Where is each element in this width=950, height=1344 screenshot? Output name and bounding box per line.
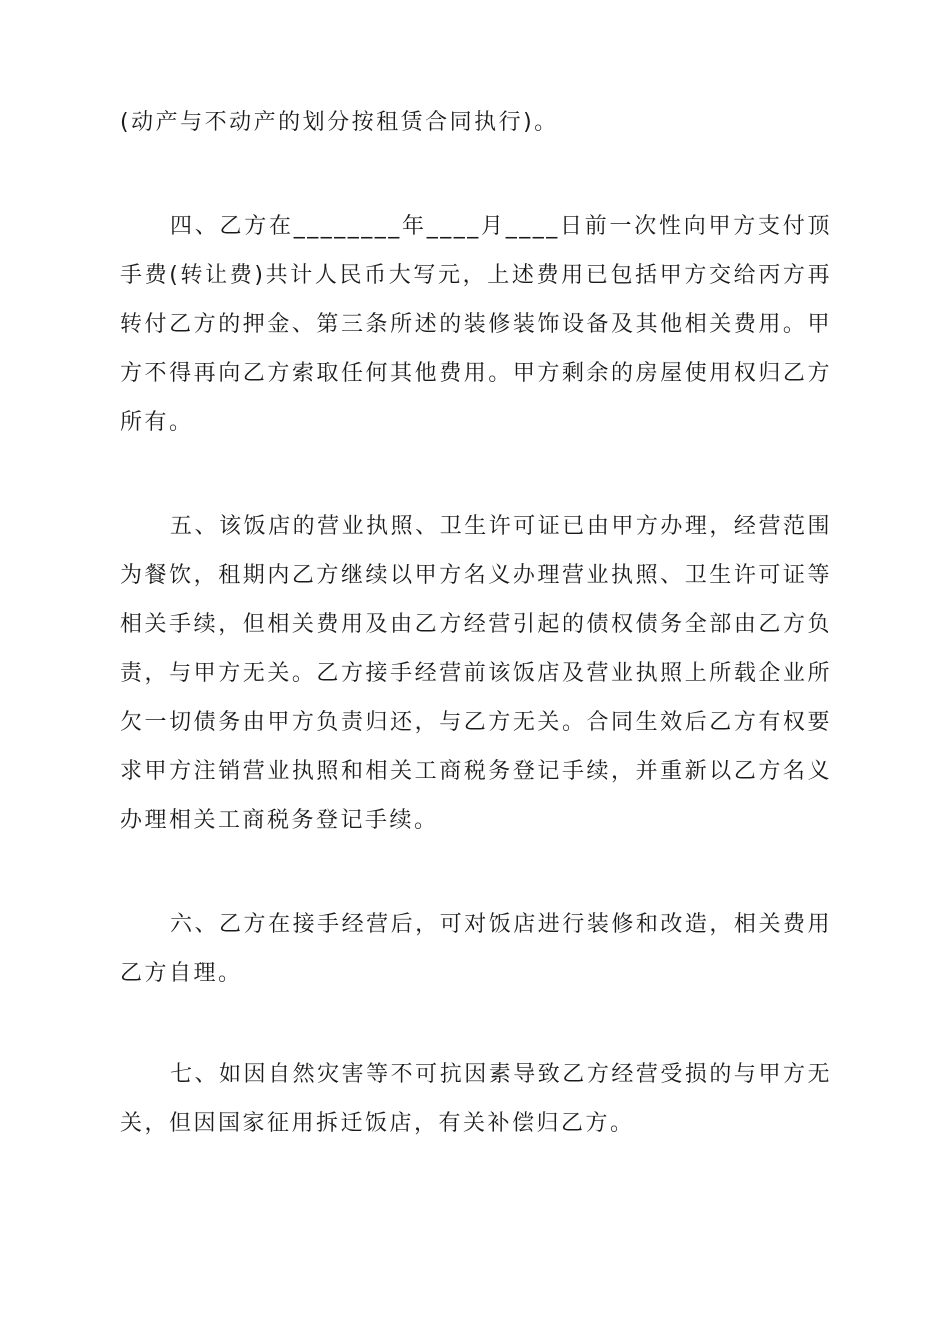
paragraph-continuation: (动产与不动产的划分按租赁合同执行)。 xyxy=(120,110,559,135)
paragraph-clause-7: 七、如因自然灾害等不可抗因素导致乙方经营受损的与甲方无关，但因国家征用拆迁饭店，有关补偿归乙方。 xyxy=(120,1062,832,1136)
paragraph-clause-4: 四、乙方在________年____月____日前一次性向甲方支付顶手费(转让费)共计人民币大写元，上述费用已包括甲方交给丙方再转付乙方的押金、第三条所述的装修装饰设备及其他相关费用。甲方不得再向乙方索取任何其他费用。甲方剩余的房屋使用权归乙方所有。 xyxy=(120,214,832,435)
paragraph-clause-6: 六、乙方在接手经营后，可对饭店进行装修和改造，相关费用乙方自理。 xyxy=(120,912,832,986)
paragraph-clause-5: 五、该饭店的营业执照、卫生许可证已由甲方办理，经营范围为餐饮，租期内乙方继续以甲方名义办理营业执照、卫生许可证等相关手续，但相关费用及由乙方经营引起的债权债务全部由乙方负责，与甲方无关。乙方接手经营前该饭店及营业执照上所载企业所欠一切债务由甲方负责归还，与乙方无关。合同生效后乙方有权要求甲方注销营业执照和相关工商税务登记手续，并重新以乙方名义办理相关工商税务登记手续。 xyxy=(120,514,832,833)
